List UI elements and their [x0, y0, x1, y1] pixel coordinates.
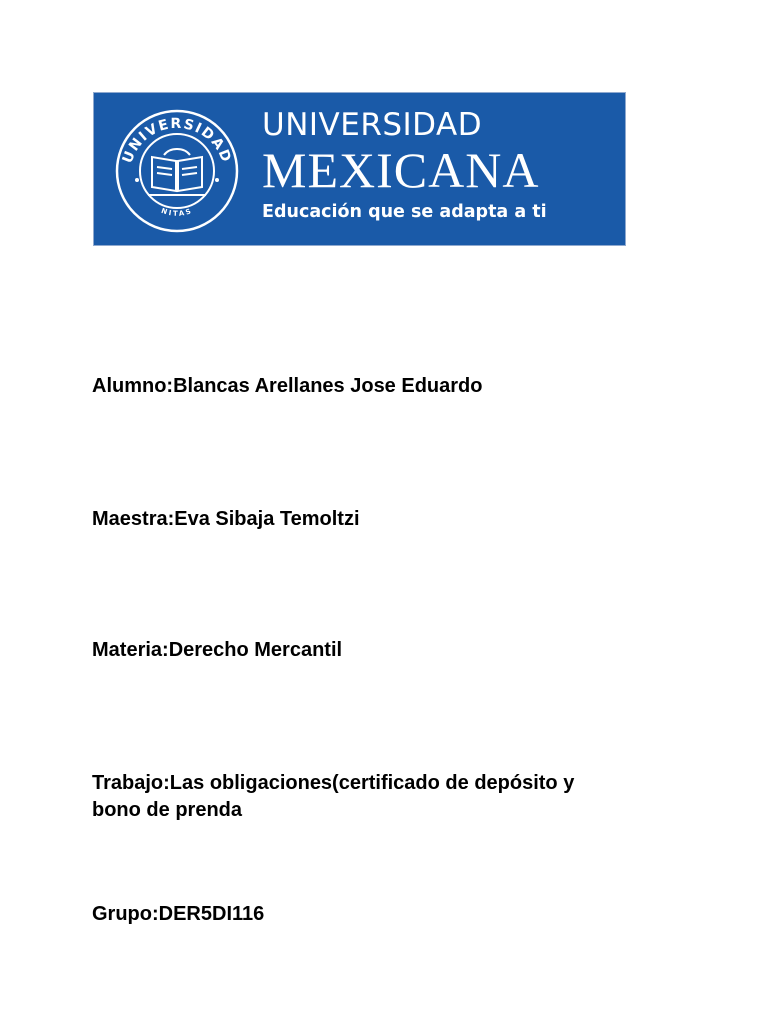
- maestra-line: Maestra:Eva Sibaja Temoltzi: [92, 508, 360, 530]
- grupo-line: Grupo:DER5DI116: [92, 903, 265, 925]
- university-seal-icon: [112, 105, 242, 235]
- seal-book-emblem: [148, 149, 206, 195]
- logo-line-mexicana: MEXICANA: [262, 142, 540, 198]
- seal-text-bottom: NITAS: [160, 206, 194, 218]
- materia-line: Materia:Derecho Mercantil: [92, 639, 343, 661]
- seal-text-top: UNIVERSIDAD: [119, 115, 235, 166]
- trabajo-line-2: bono de prenda: [92, 799, 242, 821]
- university-logo-banner: [93, 92, 626, 246]
- svg-text:UNIVERSIDAD: [120, 116, 235, 165]
- trabajo-line-1: Trabajo:Las obligaciones(certificado de depósito y: [92, 772, 575, 794]
- logo-line-universidad: UNIVERSIDAD: [262, 107, 483, 143]
- alumno-line: Alumno:Blancas Arellanes Jose Eduardo: [92, 375, 483, 397]
- logo-tagline: Educación que se adapta a ti: [262, 202, 547, 222]
- logo-wordmark: [262, 107, 612, 225]
